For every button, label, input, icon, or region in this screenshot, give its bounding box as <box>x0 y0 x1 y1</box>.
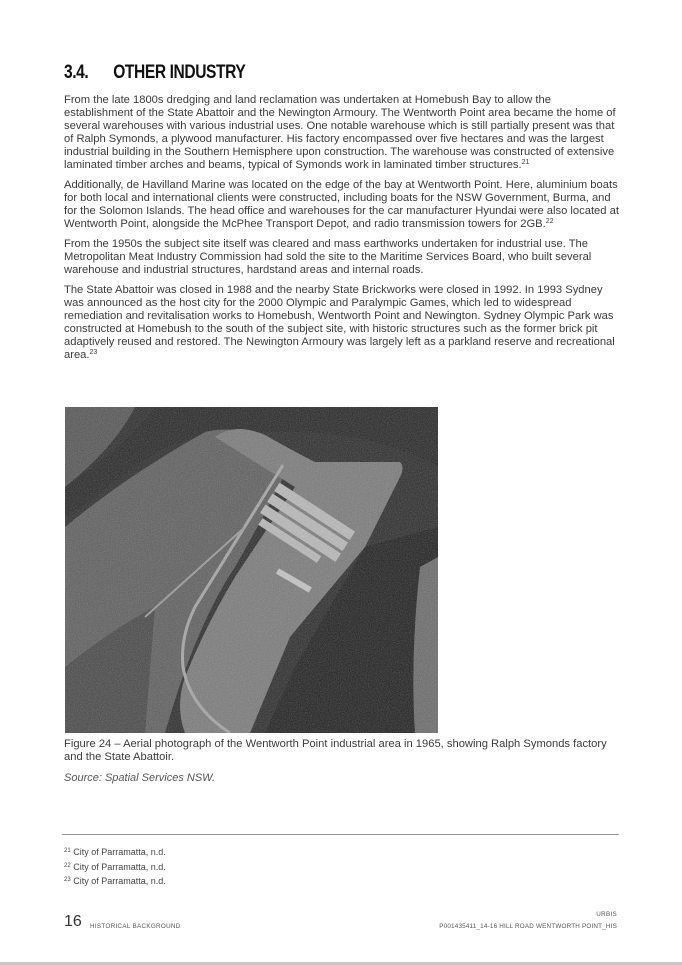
footnotes <box>64 845 166 889</box>
section-heading <box>64 62 245 84</box>
section-number: 3.4. <box>64 62 89 83</box>
footnote-ref[interactable]: 23 <box>89 348 98 356</box>
paragraph: From the 1950s the subject site itself was cleared and mass earthworks undertaken for industrial use. The Metropolitan Meat Industry Commission had sold the site to the Maritime Services Board, who built several warehouse and industrial structures, hardstand areas and internal roads. <box>64 238 592 276</box>
footnote: $^{22}$ City of Parramatta, n.d. <box>64 861 166 872</box>
page-number: 16 <box>64 913 82 930</box>
footnote-ref[interactable]: 22 <box>545 217 554 225</box>
section-title: OTHER INDUSTRY <box>113 62 246 83</box>
footnote: $^{21}$ City of Parramatta, n.d. <box>64 847 166 857</box>
figure-source: Source: Spatial Services NSW. <box>64 772 216 784</box>
footnote-divider <box>62 834 619 835</box>
paragraph: Additionally, de Havilland Marine was located on the edge of the bay at Wentworth Point. Here, aluminium boats for both local and international clients were constructed, including boats for the NSW Government, Burma, and for the Solomon Islands. The head office and warehouses for the car manufacturer Hyundai were also located at Wentworth Point, alongside the McPhee Transport Depot, and radio transmission towers for 2GB.$^{22}$ <box>64 178 619 230</box>
footnote-ref[interactable]: 21 <box>521 158 530 166</box>
footer-doc-ref: P001435411_14-16 HILL ROAD WENTWORTH POINT_HIS <box>439 923 617 930</box>
aerial-photograph <box>65 407 438 733</box>
paragraph: The State Abattoir was closed in 1988 and the nearby State Brickworks were closed in 1992. In 1993 Sydney was announced as the host city for the 2000 Olympic and Paralympic Games, which led to widespread remediation and revitalisation works to Homebush, Wentworth Point and Newington. Sydney Olympic Park was constructed at Homebush to the south of the subject site, with historic structures such as the former brick pit adaptively reused and restored. The Newington Armoury was largely left as a parkland reserve and recreational area.$^{23}$ <box>64 284 615 361</box>
figure-caption: Figure 24 – Aerial photograph of the Wentworth Point industrial area in 1965, showing Ralph Symonds factory and the State Abattoir. <box>64 738 607 763</box>
paragraph: From the late 1800s dredging and land reclamation was undertaken at Homebush Bay to allow the establishment of the State Abattoir and the Newington Armoury. The Wentworth Point area became the home of several warehouses with various industrial uses. One notable warehouse which is still partially present was that of Ralph Symonds, a plywood manufacturer. His factory encompassed over five hectares and was the largest industrial building in the Southern Hemisphere upon construction. The warehouse was constructed of extensive laminated timber arches and beams, typical of Symonds work in laminated timber structures.$^{21}$ <box>64 94 616 171</box>
footer-brand: URBIS <box>596 911 617 918</box>
body-text <box>64 94 620 369</box>
aerial-photo-illustration <box>65 407 438 733</box>
footer-section-name: HISTORICAL BACKGROUND <box>90 923 181 930</box>
footnote: $^{23}$ City of Parramatta, n.d. <box>64 876 166 886</box>
